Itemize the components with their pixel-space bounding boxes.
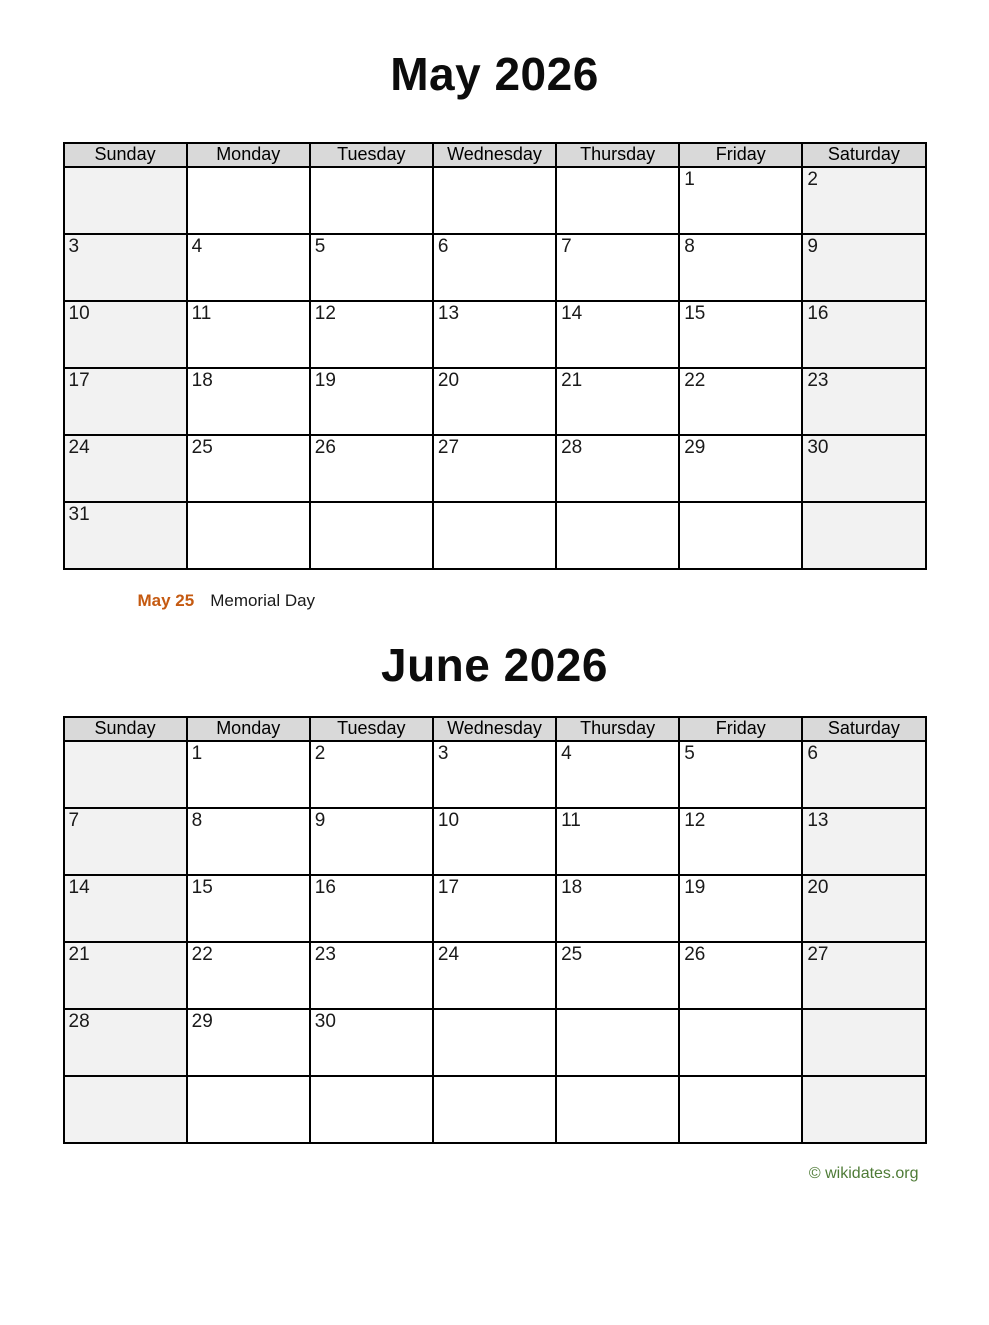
may-calendar-table	[63, 142, 927, 570]
day-cell: 14	[64, 875, 187, 942]
week-row	[64, 301, 926, 368]
day-cell: 3	[433, 741, 556, 808]
day-cell	[556, 167, 679, 234]
week-row	[64, 741, 926, 808]
day-header-monday: Monday	[187, 143, 310, 167]
day-header-monday: Monday	[187, 717, 310, 741]
day-cell: 9	[802, 234, 925, 301]
day-cell: 12	[310, 301, 433, 368]
day-cell	[433, 1076, 556, 1143]
day-cell: 24	[433, 942, 556, 1009]
page-title-may: May 2026	[390, 48, 599, 100]
day-cell: 5	[310, 234, 433, 301]
day-cell: 8	[679, 234, 802, 301]
day-header-row	[64, 717, 926, 741]
day-cell: 28	[64, 1009, 187, 1076]
day-header-sunday: Sunday	[64, 717, 187, 741]
week-row	[64, 1009, 926, 1076]
day-cell: 15	[679, 301, 802, 368]
week-row	[64, 368, 926, 435]
day-cell: 7	[64, 808, 187, 875]
holiday-name: Memorial Day	[210, 590, 316, 610]
day-header-saturday: Saturday	[802, 143, 925, 167]
day-header-friday: Friday	[679, 717, 802, 741]
day-cell: 16	[802, 301, 925, 368]
day-cell: 30	[802, 435, 925, 502]
day-cell	[64, 741, 187, 808]
day-cell	[802, 502, 925, 569]
day-cell: 13	[433, 301, 556, 368]
day-cell: 28	[556, 435, 679, 502]
day-cell: 17	[64, 368, 187, 435]
day-cell: 1	[679, 167, 802, 234]
week-row	[64, 234, 926, 301]
day-cell: 3	[64, 234, 187, 301]
day-cell	[433, 502, 556, 569]
day-cell: 29	[679, 435, 802, 502]
day-cell	[433, 167, 556, 234]
day-header-friday: Friday	[679, 143, 802, 167]
day-cell: 11	[556, 808, 679, 875]
week-row	[64, 942, 926, 1009]
day-cell: 8	[187, 808, 310, 875]
day-cell: 2	[310, 741, 433, 808]
day-cell: 19	[310, 368, 433, 435]
day-cell: 13	[802, 808, 925, 875]
day-cell	[679, 1009, 802, 1076]
day-cell: 30	[310, 1009, 433, 1076]
day-cell	[310, 167, 433, 234]
june-calendar-table	[63, 716, 927, 1144]
week-row	[64, 502, 926, 569]
day-cell	[64, 1076, 187, 1143]
day-cell: 4	[187, 234, 310, 301]
day-cell	[187, 1076, 310, 1143]
day-cell: 24	[64, 435, 187, 502]
day-cell: 18	[187, 368, 310, 435]
day-header-tuesday: Tuesday	[310, 717, 433, 741]
day-cell: 1	[187, 741, 310, 808]
day-cell: 14	[556, 301, 679, 368]
day-cell: 20	[433, 368, 556, 435]
day-header-saturday: Saturday	[802, 717, 925, 741]
day-cell: 19	[679, 875, 802, 942]
day-cell	[802, 1076, 925, 1143]
day-header-sunday: Sunday	[64, 143, 187, 167]
day-cell: 6	[802, 741, 925, 808]
day-cell	[310, 1076, 433, 1143]
day-cell: 21	[64, 942, 187, 1009]
page-title-june: June 2026	[381, 638, 608, 691]
day-cell	[187, 502, 310, 569]
day-header-thursday: Thursday	[556, 143, 679, 167]
day-cell	[433, 1009, 556, 1076]
day-cell: 26	[310, 435, 433, 502]
day-header-row	[64, 143, 926, 167]
copyright-text: © wikidates.org	[808, 1164, 919, 1182]
calendar-page	[63, 45, 927, 1183]
day-cell: 7	[556, 234, 679, 301]
day-cell	[556, 1009, 679, 1076]
day-cell: 11	[187, 301, 310, 368]
day-cell: 22	[187, 942, 310, 1009]
day-cell: 2	[802, 167, 925, 234]
day-cell: 20	[802, 875, 925, 942]
day-cell: 23	[802, 368, 925, 435]
day-cell: 23	[310, 942, 433, 1009]
day-cell	[802, 1009, 925, 1076]
holiday-date: May 25	[137, 590, 195, 610]
day-cell	[187, 167, 310, 234]
day-header-wednesday: Wednesday	[433, 717, 556, 741]
day-cell: 31	[64, 502, 187, 569]
day-cell	[556, 1076, 679, 1143]
day-cell: 27	[433, 435, 556, 502]
day-cell: 25	[556, 942, 679, 1009]
day-cell: 9	[310, 808, 433, 875]
week-row	[64, 435, 926, 502]
day-cell: 16	[310, 875, 433, 942]
day-cell: 10	[433, 808, 556, 875]
day-cell: 26	[679, 942, 802, 1009]
week-row	[64, 875, 926, 942]
day-cell	[679, 502, 802, 569]
week-row	[64, 808, 926, 875]
day-cell: 4	[556, 741, 679, 808]
day-cell: 18	[556, 875, 679, 942]
day-cell	[679, 1076, 802, 1143]
day-cell: 29	[187, 1009, 310, 1076]
day-cell	[64, 167, 187, 234]
day-cell: 5	[679, 741, 802, 808]
day-cell: 15	[187, 875, 310, 942]
day-cell: 10	[64, 301, 187, 368]
week-row	[64, 1076, 926, 1143]
day-cell: 12	[679, 808, 802, 875]
day-cell: 27	[802, 942, 925, 1009]
day-cell: 17	[433, 875, 556, 942]
week-row	[64, 167, 926, 234]
day-cell-memorial-day: 25	[187, 435, 310, 502]
day-header-tuesday: Tuesday	[310, 143, 433, 167]
day-header-thursday: Thursday	[556, 717, 679, 741]
day-cell: 6	[433, 234, 556, 301]
day-header-wednesday: Wednesday	[433, 143, 556, 167]
day-cell: 21	[556, 368, 679, 435]
day-cell: 22	[679, 368, 802, 435]
day-cell	[310, 502, 433, 569]
holiday-note	[138, 592, 927, 611]
day-cell	[556, 502, 679, 569]
